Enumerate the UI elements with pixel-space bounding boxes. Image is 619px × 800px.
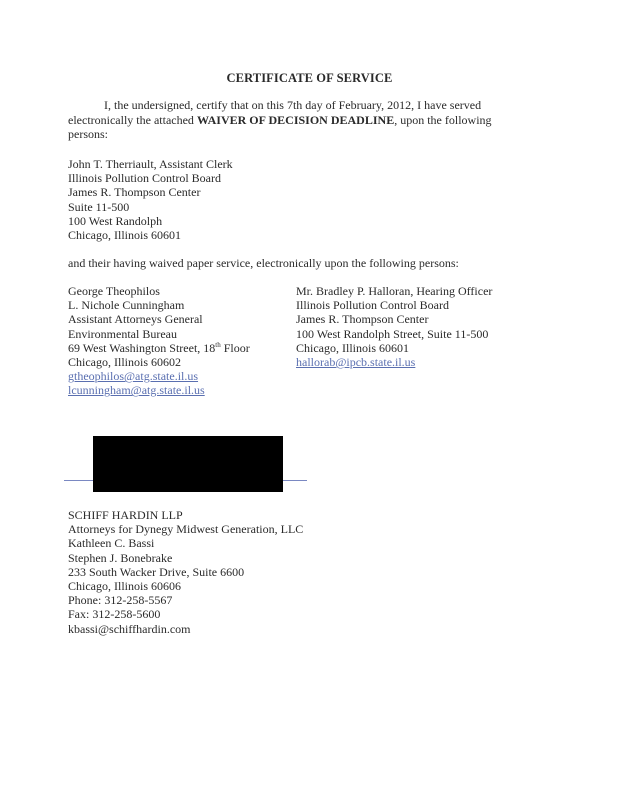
- firm-email: kbassi@schiffhardin.com: [68, 621, 191, 636]
- firm-line: Stephen J. Bonebrake: [68, 550, 173, 565]
- waived-service-statement: and their having waived paper service, electronically upon the following persons:: [68, 256, 459, 270]
- recipient-line: Mr. Bradley P. Halloran, Hearing Officer: [296, 284, 493, 298]
- intro-line-2-post: , upon the following: [394, 112, 492, 127]
- intro-line-2-pre: electronically the attached: [68, 112, 197, 127]
- street-text: 69 West Washington Street, 18: [68, 340, 216, 355]
- document-name: WAIVER OF DECISION DEADLINE: [196, 112, 395, 127]
- clerk-address-line: Chicago, Illinois 60601: [68, 227, 181, 242]
- recipient-street: [68, 341, 250, 355]
- recipient-line: L. Nichole Cunningham: [68, 298, 185, 313]
- recipient-line: Illinois Pollution Control Board: [296, 298, 450, 313]
- recipient-line: James R. Thompson Center: [296, 312, 429, 327]
- recipient-line: 100 West Randolph Street, Suite 11-500: [296, 326, 489, 341]
- law-firm-signature-block: [68, 508, 303, 636]
- intro-line-3: persons:: [68, 127, 108, 141]
- clerk-address-line: 100 West Randolph: [68, 213, 163, 228]
- street-floor: Floor: [220, 340, 250, 355]
- firm-phone: Phone: 312-258-5567: [68, 593, 173, 608]
- firm-line: Kathleen C. Bassi: [68, 536, 155, 551]
- ordinal-suffix: th: [215, 340, 221, 349]
- clerk-address-line: Illinois Pollution Control Board: [68, 171, 222, 186]
- firm-fax: Fax: 312-258-5600: [68, 607, 161, 622]
- recipient-line: Chicago, Illinois 60601: [296, 340, 409, 355]
- hearing-officer-recipient: [296, 284, 492, 369]
- clerk-address-line: John T. Therriault, Assistant Clerk: [68, 157, 233, 171]
- document-title: CERTIFICATE OF SERVICE: [226, 71, 393, 85]
- recipient-line: Environmental Bureau: [68, 326, 177, 341]
- clerk-address-line: Suite 11-500: [68, 199, 130, 214]
- intro-line-1: I, the undersigned, certify that on this 7th day of February, 2012, I have served: [104, 98, 482, 112]
- clerk-address-line: James R. Thompson Center: [68, 185, 201, 200]
- firm-line: Chicago, Illinois 60606: [68, 578, 181, 593]
- email-link-halloran[interactable]: hallorab@ipcb.state.il.us: [296, 354, 416, 369]
- recipient-line: George Theophilos: [68, 284, 160, 298]
- redacted-signature: [93, 436, 283, 492]
- certification-paragraph: [68, 98, 518, 142]
- firm-line: 233 South Wacker Drive, Suite 6600: [68, 564, 245, 579]
- email-link-theophilos[interactable]: gtheophilos@atg.state.il.us: [68, 369, 199, 384]
- firm-line: SCHIFF HARDIN LLP: [68, 508, 183, 522]
- clerk-address-block: [68, 157, 233, 242]
- email-link-cunningham[interactable]: lcunningham@atg.state.il.us: [68, 383, 205, 398]
- attorney-general-recipients: [68, 284, 250, 398]
- recipient-line: Assistant Attorneys General: [68, 312, 203, 327]
- recipient-city: Chicago, Illinois 60602: [68, 354, 181, 369]
- firm-line: Attorneys for Dynegy Midwest Generation, LLC: [68, 522, 304, 537]
